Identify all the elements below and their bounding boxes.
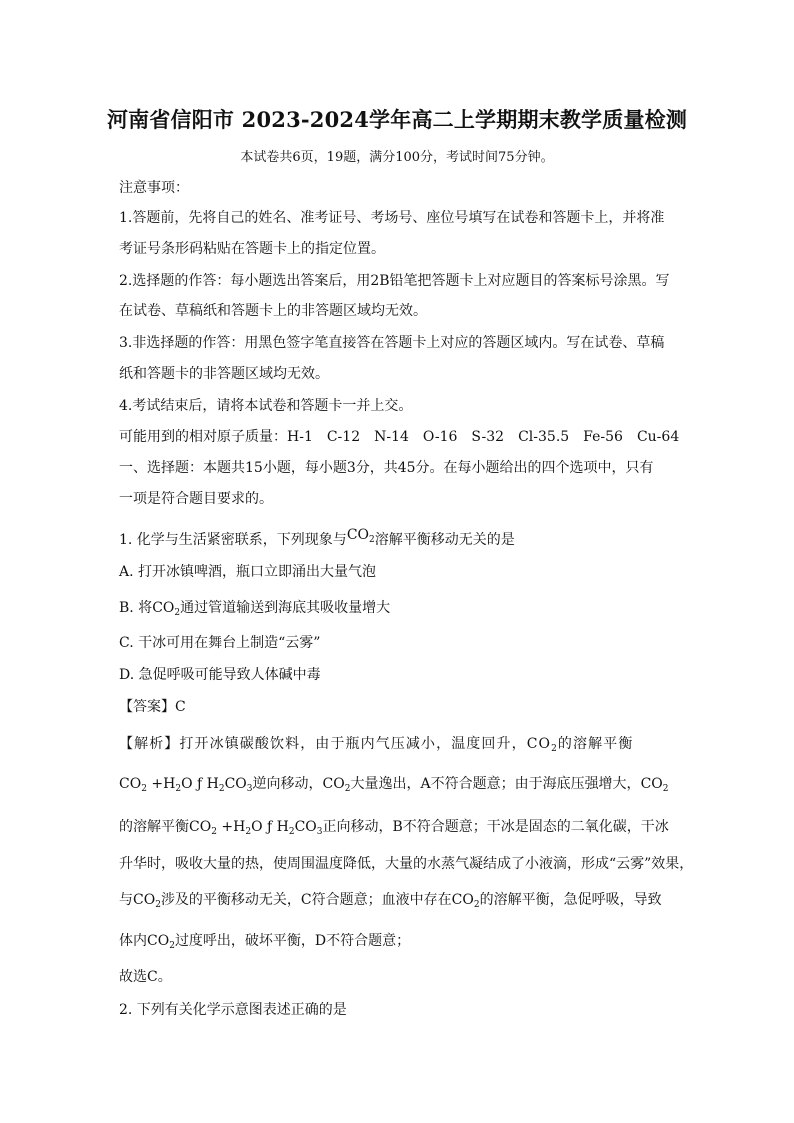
notes-heading: 注意事项： xyxy=(119,180,189,196)
note-2-line-1: 2.选择题的作答：每小题选出答案后，用2B铅笔把答题卡上对应题目的答案标号涂黑。写 xyxy=(119,273,670,289)
note-4: 4.考试结束后，请将本试卷和答题卡一并上交。 xyxy=(119,398,413,414)
q1-explanation-line-5: 与$CO_2$涉及的平衡移动无关，C符合题意；血液中存在$CO_2$的溶解平衡，急促呼吸，导致 xyxy=(119,892,662,910)
q1-explanation-line-2: $CO_2 +H_2O$ ƒ $H_2CO_3$逆向移动，$CO_2$大量逸出，A不符合题意；由于海底压强增大，$CO_2$ xyxy=(119,776,669,794)
section-heading-line-2: 一项是符合题目要求的。 xyxy=(119,491,273,507)
q1-explanation-line-6: 体内$CO_2$过度呼出，破坏平衡，D不符合题意； xyxy=(119,933,411,951)
question-1-stem: 1. 化学与生活紧密联系，下列现象与$CO_2$溶解平衡移动无关的是 xyxy=(119,527,515,548)
q1-answer: 【答案】C xyxy=(119,699,186,715)
note-3-line-2: 纸和答题卡的非答题区域均无效。 xyxy=(119,366,329,382)
q1-option-b: B. 将$CO_2$通过管道输送到海底其吸收量增大 xyxy=(119,600,391,618)
note-1-line-2: 考证号条形码粘贴在答题卡上的指定位置。 xyxy=(119,241,385,257)
q1-option-d: D. 急促呼吸可能导致人体碱中毒 xyxy=(119,667,321,683)
q1-option-a: A. 打开冰镇啤酒，瓶口立即涌出大量气泡 xyxy=(119,564,377,580)
q1-explanation-line-4: 升华时，吸收大量的热，使周围温度降低，大量的水蒸气凝结成了小液滴，形成“云雾”效果， xyxy=(119,856,694,872)
atomic-masses: 可能用到的相对原子质量：H-1 C-12 N-14 O-16 S-32 Cl-35.5 Fe-56 Cu-64 xyxy=(119,429,680,445)
q1-explanation-line-1: 【解析】打开冰镇碳酸饮料，由于瓶内气压减小，温度回升，$CO_2$的溶解平衡 xyxy=(119,736,634,754)
page-title: 河南省信阳市 2023-2024学年高二上学期期末教学质量检测 xyxy=(106,107,688,132)
exam-info: 本试卷共6页，19题，满分100分，考试时间75分钟。 xyxy=(240,150,554,165)
note-1-line-1: 1.答题前，先将自己的姓名、准考证号、考场号、座位号填写在试卷和答题卡上，并将准 xyxy=(119,210,665,226)
q1-explanation-line-3: 的溶解平衡$CO_2 +H_2O$ ƒ $H_2CO_3$正向移动，B不符合题意；干冰是固态的二氧化碳，干冰 xyxy=(119,819,669,837)
q1-option-c: C. 干冰可用在舞台上制造“云雾” xyxy=(119,635,321,651)
q1-conclusion: 故选C。 xyxy=(119,969,172,985)
section-heading-line-1: 一、选择题：本题共15小题，每小题3分，共45分。在每小题给出的四个选项中，只有 xyxy=(119,460,654,476)
equilibrium-equation: $CO_2 +H_2O$ ƒ $H_2CO_3$ xyxy=(119,776,253,794)
note-3-line-1: 3.非选择题的作答：用黑色签字笔直接答在答题卡上对应的答题区域内。写在试卷、草稿 xyxy=(119,335,665,351)
note-2-line-2: 在试卷、草稿纸和答题卡上的非答题区域均无效。 xyxy=(119,303,427,319)
question-2-stem: 2. 下列有关化学示意图表述正确的是 xyxy=(119,1002,347,1018)
